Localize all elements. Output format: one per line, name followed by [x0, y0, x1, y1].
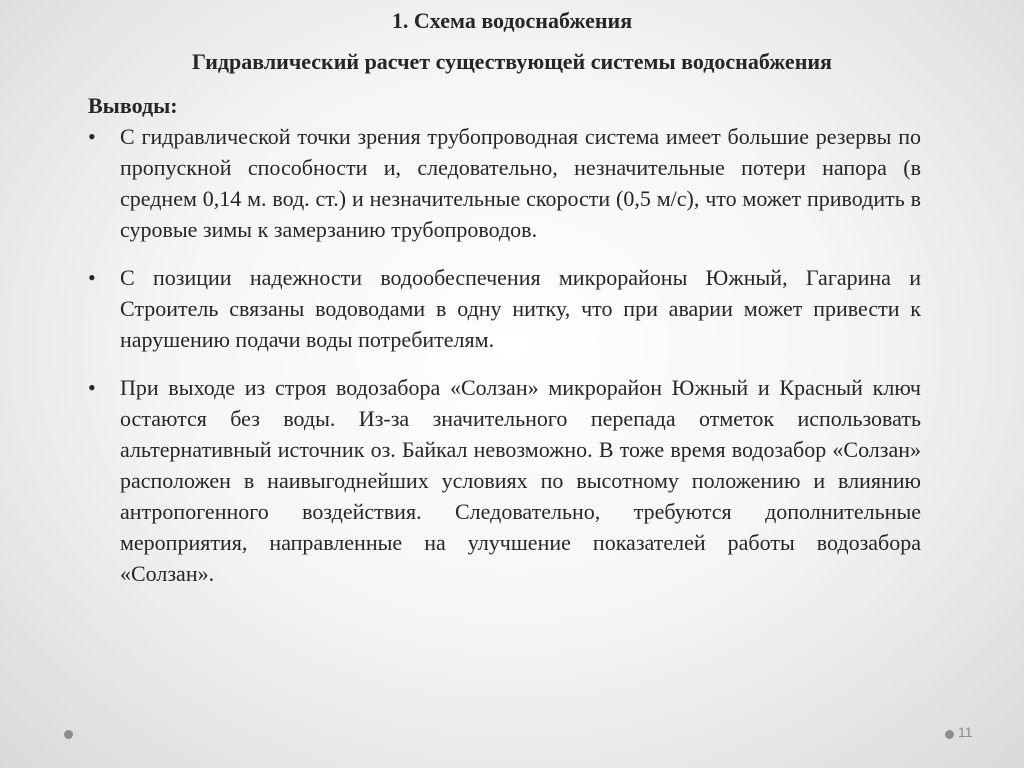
bullet-icon: • — [88, 375, 96, 400]
bullet-text: С гидравлической точки зрения трубопроводная система имеет большие резервы по пропускной способности и, следовательно, незначительные потери напора (в среднем 0,14 м. вод. ст.) и незначительные скорости (0,5 м/с), что может приводить в суровые зимы к замерзанию трубопроводов. — [120, 124, 921, 242]
bullet-text: С позиции надежности водообеспечения микрорайоны Южный, Гагарина и Строитель связаны водоводами в одну нитку, что при аварии может привести к нарушению подачи воды потребителям. — [120, 265, 921, 352]
conclusions-heading: Выводы: — [88, 93, 178, 118]
footer-right-dot-icon — [945, 730, 954, 739]
slide-subtitle: Гидравлический расчет существующей системы водоснабжения — [192, 49, 832, 74]
bullet-text: При выходе из строя водозабора «Солзан» микрорайон Южный и Красный ключ остаются без воды. Из-за значительного перепада отметок использовать альтернативный источник оз. Байкал невозможно. В тоже время водозабор «Солзан» расположен в наивыгоднейших условиях по высотному положению и влиянию антропогенного воздействия. Следовательно, требуются дополнительные мероприятия, направленные на улучшение показателей работы водозабора «Солзан». — [120, 375, 921, 586]
footer-left-dot-icon — [64, 730, 73, 739]
page-number: 11 — [958, 724, 973, 740]
bullet-icon: • — [88, 265, 96, 290]
bullet-list — [88, 121, 928, 589]
slide-title: 1. Схема водоснабжения — [391, 8, 633, 33]
bullet-item-water-intake — [88, 372, 921, 589]
bullet-icon: • — [88, 124, 96, 149]
conclusions-section — [88, 91, 928, 606]
bullet-item-pressure-loss — [88, 121, 921, 245]
bullet-item-reliability — [88, 262, 921, 355]
